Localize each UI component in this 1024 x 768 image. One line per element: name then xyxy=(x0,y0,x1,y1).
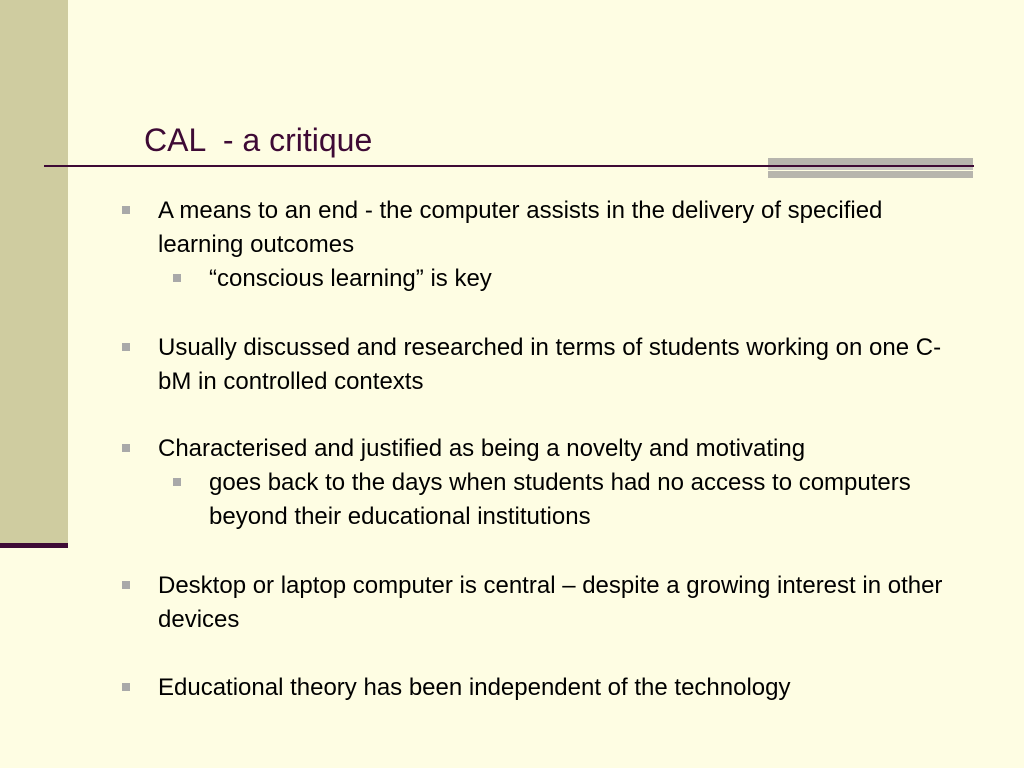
square-bullet-icon xyxy=(173,478,181,486)
bullet-text: Usually discussed and researched in terms of students working on one C-bM in controlled contexts xyxy=(158,334,942,395)
bullet-item xyxy=(158,671,968,705)
bullet-item xyxy=(158,331,968,399)
sub-bullet-item xyxy=(209,262,949,296)
bullet-text: A means to an end - the computer assists in the delivery of specified learning outcomes xyxy=(158,197,883,258)
square-bullet-icon xyxy=(173,274,181,282)
bullet-text: goes back to the days when students had no access to computers beyond their educational institutions xyxy=(209,469,911,530)
bullet-item xyxy=(158,569,968,637)
bullet-text: Desktop or laptop computer is central – despite a growing interest in other devices xyxy=(158,572,943,633)
bullet-item xyxy=(158,432,968,466)
square-bullet-icon xyxy=(122,683,130,691)
square-bullet-icon xyxy=(122,206,130,214)
square-bullet-icon xyxy=(122,444,130,452)
bullet-text: “conscious learning” is key xyxy=(209,265,492,292)
bullet-text: Characterised and justified as being a novelty and motivating xyxy=(158,435,806,462)
square-bullet-icon xyxy=(122,343,130,351)
sub-bullet-item xyxy=(209,466,949,534)
slide-title: CAL - a critique xyxy=(144,122,373,158)
square-bullet-icon xyxy=(122,581,130,589)
bullet-item xyxy=(158,194,968,262)
bullet-text: Educational theory has been independent of the technology xyxy=(158,674,791,701)
